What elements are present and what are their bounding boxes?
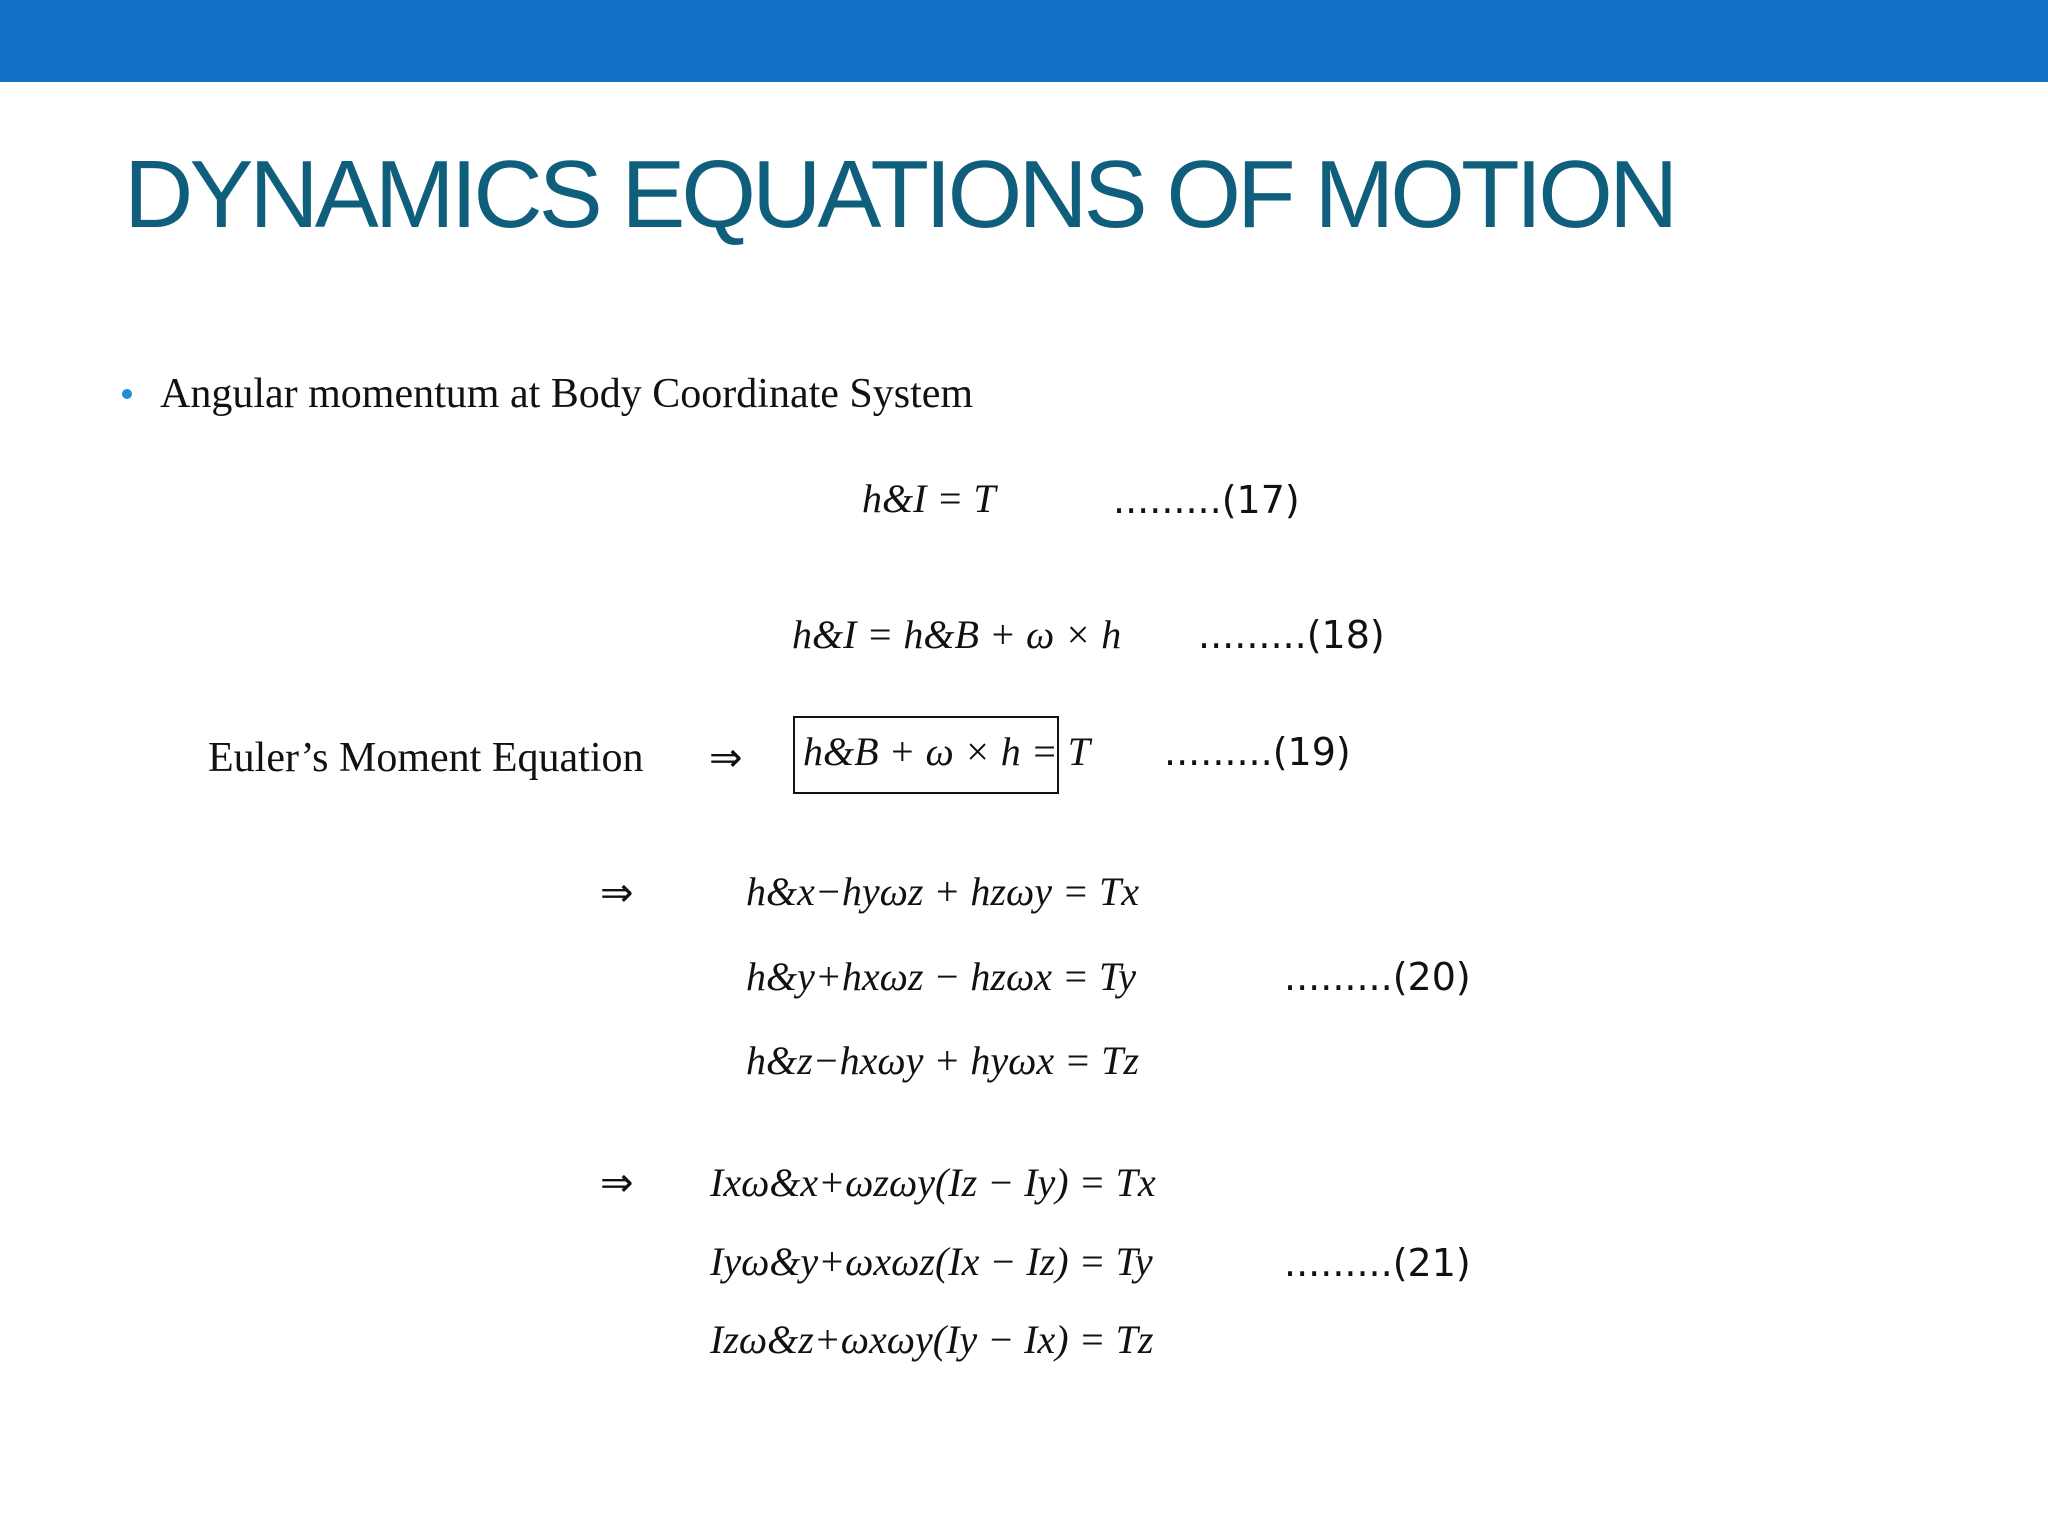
bullet-dot-icon (122, 389, 132, 399)
equation-20-number: .........(20) (1284, 955, 1471, 999)
slide-title: DYNAMICS EQUATIONS OF MOTION (124, 141, 1675, 248)
equation-21-line-1: Ixω&x+ωzωy(Iz − Iy) = Tx (710, 1160, 1156, 1205)
implies-arrow-19: ⇒ (709, 735, 743, 781)
equation-21-number: .........(21) (1284, 1241, 1471, 1285)
equation-17-number: .........(17) (1113, 478, 1300, 522)
equation-20-line-1: h&x−hyωz + hzωy = Tx (746, 869, 1139, 914)
equation-20-line-2: h&y+hxωz − hzωx = Ty (746, 954, 1136, 999)
equation-18: h&I = h&B + ω × h (792, 612, 1122, 657)
equation-17: h&I = T (862, 476, 996, 521)
equation-19-number: .........(19) (1164, 730, 1351, 774)
top-accent-bar (0, 0, 2048, 82)
euler-label: Euler’s Moment Equation (208, 735, 644, 781)
equation-19: h&B + ω × h = T (803, 729, 1091, 774)
equation-20-line-3: h&z−hxωy + hyωx = Tz (746, 1038, 1139, 1083)
equation-18-number: .........(18) (1198, 613, 1385, 657)
equation-21-line-2: Iyω&y+ωxωz(Ix − Iz) = Ty (710, 1239, 1153, 1284)
implies-arrow-21: ⇒ (600, 1160, 634, 1206)
implies-arrow-20: ⇒ (600, 870, 634, 916)
bullet-text: Angular momentum at Body Coordinate System (160, 371, 974, 417)
equation-21-line-3: Izω&z+ωxωy(Iy − Ix) = Tz (710, 1317, 1154, 1362)
bullet-item (122, 370, 973, 418)
